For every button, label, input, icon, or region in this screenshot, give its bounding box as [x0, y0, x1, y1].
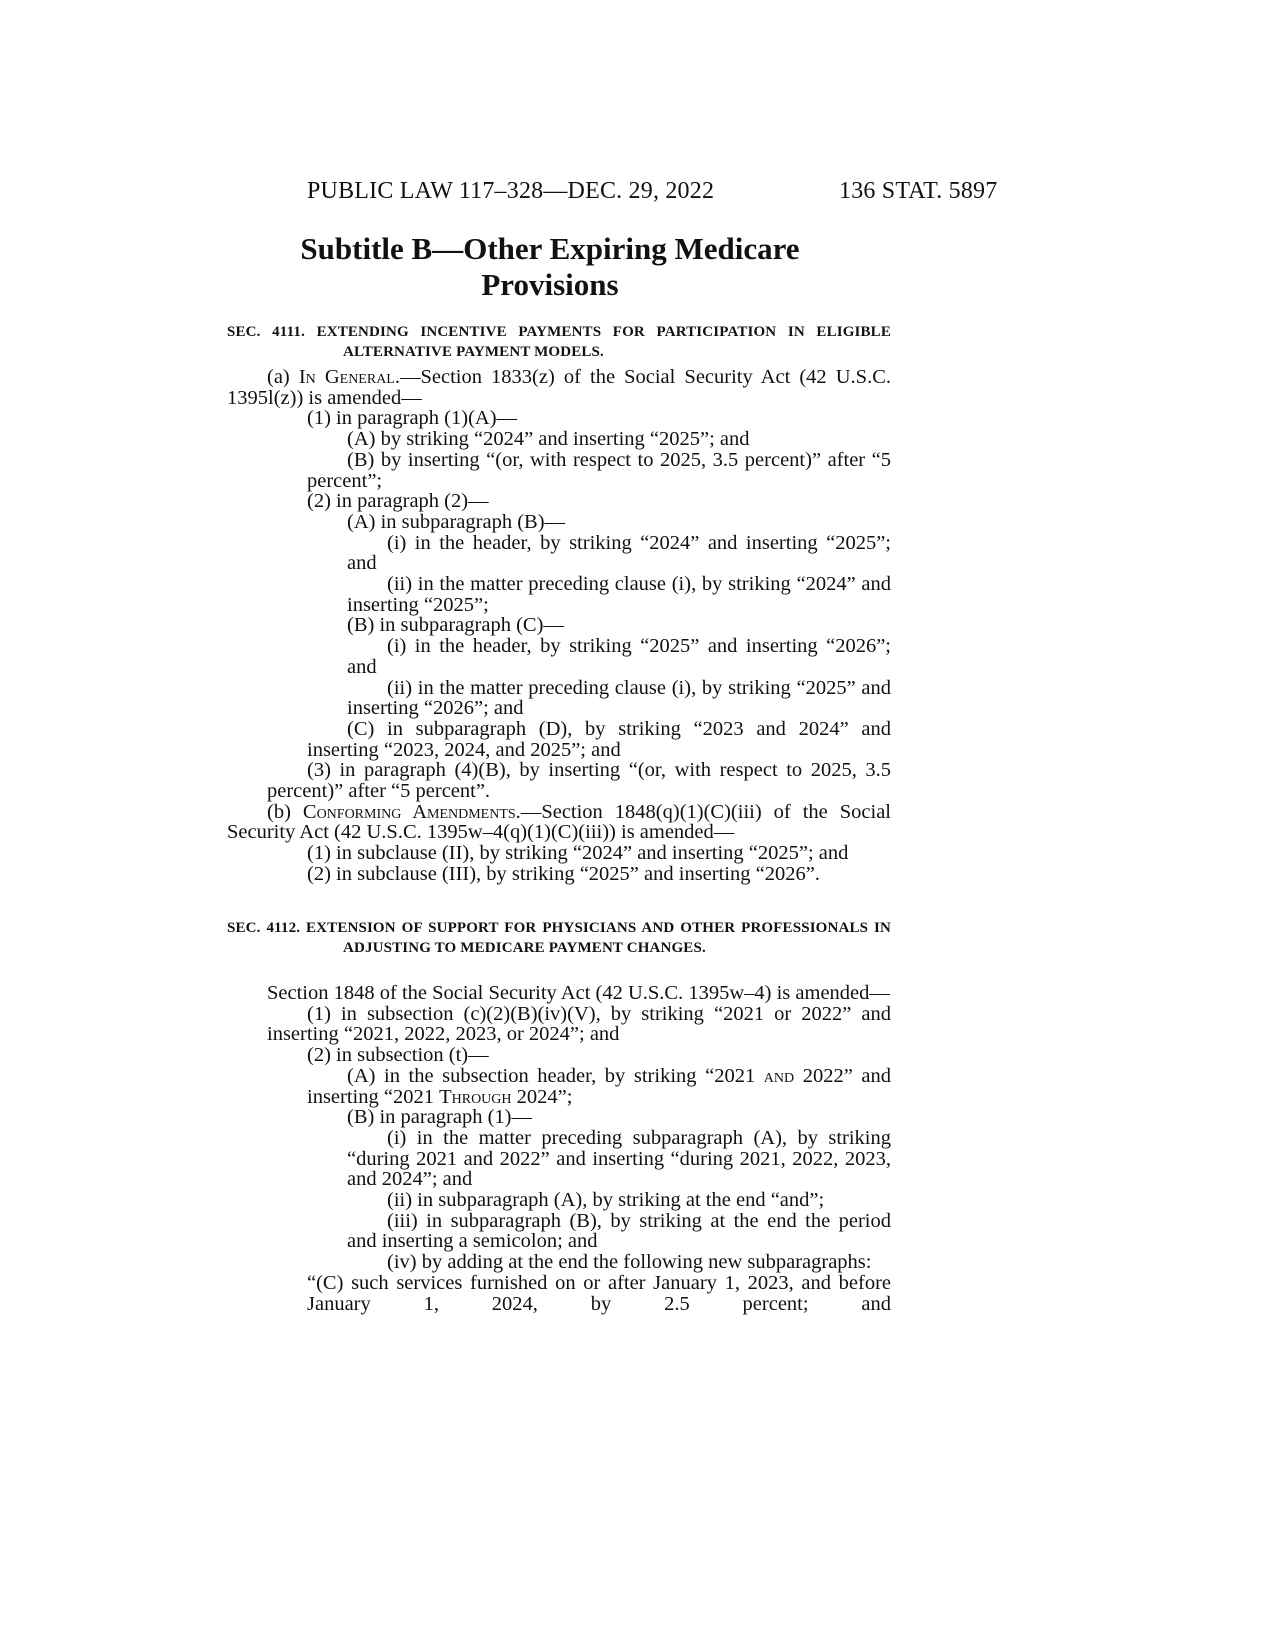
- subparagraph-a-2-A: (A) in subparagraph (B)—: [347, 510, 566, 533]
- clause-a-2-A-i: (i) in the header, by striking “2024” and inserting “2025”; and: [347, 531, 891, 575]
- subparagraph-a-2-B: (B) in subparagraph (C)—: [347, 614, 564, 637]
- paragraph-a-3: (3) in paragraph (4)(B), by inserting “(or, with respect to 2025, 3.5 percent)” after “5 percent”.: [267, 759, 891, 803]
- paragraph-a-1: (1) in paragraph (1)(A)—: [307, 407, 518, 430]
- running-header: [0, 178, 1275, 218]
- subparagraph-4112-2-B: (B) in paragraph (1)—: [347, 1106, 533, 1129]
- section-4112-intro: Section 1848 of the Social Security Act (42 U.S.C. 1395w–4) is amended—: [267, 982, 890, 1004]
- paragraph-a-2: (2) in paragraph (2)—: [307, 490, 489, 513]
- clause-4112-2-B-iii: (iii) in subparagraph (B), by striking at the end the period and inserting a semicolon; and: [347, 1209, 891, 1253]
- clause-a-2-A-ii: (ii) in the matter preceding clause (i), by striking “2024” and inserting “2025”;: [347, 573, 891, 616]
- paragraph-b-2: (2) in subclause (III), by striking “2025” and inserting “2026”.: [307, 862, 820, 885]
- subtitle-heading: [260, 231, 840, 303]
- public-law-citation: PUBLIC LAW 117–328—DEC. 29, 2022: [307, 178, 715, 204]
- paragraph-4112-2: (2) in subsection (t)—: [307, 1044, 489, 1067]
- subparagraph-a-2-C: (C) in subparagraph (D), by striking “2023 and 2024” and inserting “2023, 2024, and 2025”; and: [307, 717, 891, 761]
- subsection-b-caption: Conforming Amendments.: [302, 800, 521, 823]
- section-4112-body: [227, 983, 891, 1314]
- statute-page-number: 136 STAT. 5897: [839, 178, 998, 204]
- clause-a-2-B-ii: (ii) in the matter preceding clause (i), by striking “2025” and inserting “2026”; and: [347, 676, 891, 720]
- subsection-b: (b) Conforming Amendments.—Section 1848(q)(1)(C)(iii) of the Social Security Act (42 U.S.C. 1395w–4(q)(1)(C)(iii)) is amended—: [227, 800, 891, 844]
- section-4111-body: [227, 367, 891, 885]
- paragraph-4112-1: (1) in subsection (c)(2)(B)(iv)(V), by striking “2021 or 2022” and inserting “2021, 2022, 2023, or 2024”; and: [267, 1002, 891, 1046]
- clause-4112-2-B-i: (i) in the matter preceding subparagraph (A), by striking “during 2021 and 2022” and inserting “during 2021, 2022, 2023, and 2024”; and: [347, 1126, 891, 1191]
- subparagraph-a-1-B: (B) by inserting “(or, with respect to 2025, 3.5 percent)” after “5 percent”;: [307, 448, 891, 492]
- subtitle-line-2: Provisions: [481, 267, 619, 302]
- clause-4112-2-B-iv: (iv) by adding at the end the following new subparagraphs:: [387, 1251, 872, 1274]
- subparagraph-4112-2-A: (A) in the subsection header, by striking “2021 and 2022” and inserting “2021 Through 2024”;: [307, 1064, 891, 1108]
- subsection-a-caption: In General.: [298, 366, 400, 388]
- paragraph-b-1: (1) in subclause (II), by striking “2024” and inserting “2025”; and: [307, 842, 849, 865]
- subtitle-line-1: Subtitle B—Other Expiring Medicare: [300, 231, 800, 266]
- subsection-a: (a) In General.—Section 1833(z) of the Social Security Act (42 U.S.C. 1395l(z)) is amended—: [227, 366, 891, 409]
- quoted-subparagraph-C: “(C) such services furnished on or after January 1, 2023, and before January 1, 2024, by 2.5 percent; and: [307, 1271, 891, 1315]
- section-4111-heading: SEC. 4111. EXTENDING INCENTIVE PAYMENTS FOR PARTICIPATION IN ELIGIBLE ALTERNATIVE PAYMENT MODELS.: [227, 324, 891, 360]
- section-4112-heading: SEC. 4112. EXTENSION OF SUPPORT FOR PHYSICIANS AND OTHER PROFESSIONALS IN ADJUSTING TO MEDICARE PAYMENT CHANGES.: [227, 920, 891, 956]
- clause-a-2-B-i: (i) in the header, by striking “2025” and inserting “2026”; and: [347, 635, 891, 678]
- subparagraph-a-1-A: (A) by striking “2024” and inserting “2025”; and: [347, 428, 750, 451]
- clause-4112-2-B-ii: (ii) in subparagraph (A), by striking at the end “and”;: [387, 1189, 825, 1212]
